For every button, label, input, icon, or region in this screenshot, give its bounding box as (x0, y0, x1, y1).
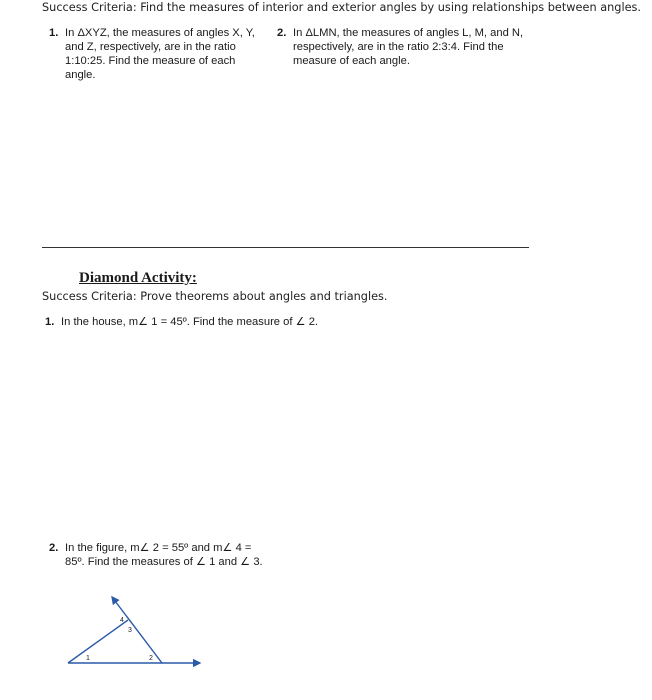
angle-label-4: 4 (120, 617, 124, 624)
problem-text: In the figure, m∠ 2 = 55º and m∠ 4 = 85º. Find the measures of ∠ 1 and ∠ 3. (65, 542, 263, 568)
problem-text: In ΔLMN, the measures of angles L, M, and N, respectively, are in the ratio 2:3:4. Find the measure of each angle. (293, 27, 524, 67)
triangle-figure (60, 590, 210, 670)
problem-number: 1. (49, 27, 59, 39)
success-criteria-top: Success Criteria: Find the measures of interior and exterior angles by using relationships between angles. (42, 1, 642, 14)
section-divider (42, 247, 529, 248)
success-criteria-diamond: Success Criteria: Prove theorems about angles and triangles. (42, 290, 388, 303)
problem-house-angle (45, 315, 365, 329)
angle-label-2: 2 (149, 655, 153, 662)
problem-text: In the house, m∠ 1 = 45º. Find the measure of ∠ 2. (61, 316, 319, 328)
right-side-ray (112, 597, 162, 663)
angle-label-1: 1 (86, 655, 90, 662)
problem-2-ratio-lmn (277, 26, 547, 68)
problem-1-ratio-xyz (49, 26, 259, 82)
problem-figure-angles (49, 541, 271, 569)
problem-number: 2. (277, 27, 287, 39)
left-side-segment (68, 620, 128, 663)
diamond-activity-heading: Diamond Activity: (79, 270, 197, 286)
problem-number: 2. (49, 542, 59, 554)
problem-text: In ΔXYZ, the measures of angles X, Y, and Z, respectively, are in the ratio 1:10:25. Find the measure of each angle. (65, 27, 255, 81)
angle-label-3: 3 (128, 627, 132, 634)
problem-number: 1. (45, 316, 55, 328)
